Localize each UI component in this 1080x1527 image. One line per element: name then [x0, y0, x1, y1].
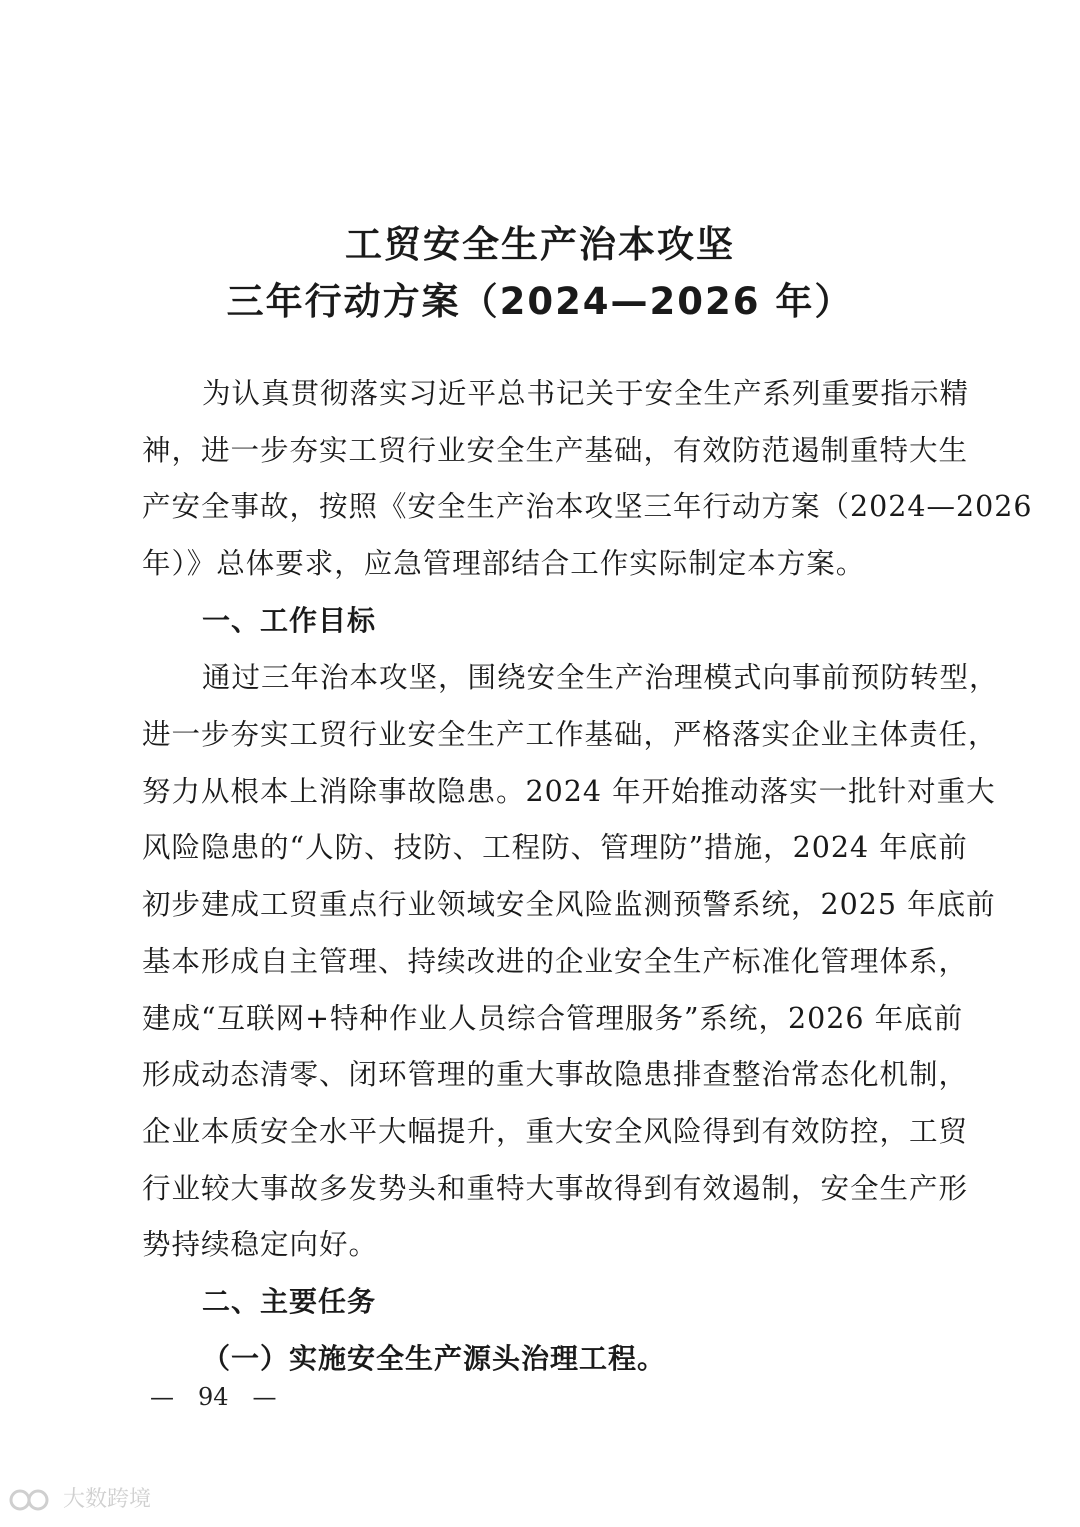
page-number: — 94 —	[150, 1383, 277, 1411]
section-heading-goals: 一、工作目标	[202, 604, 377, 637]
goals-line: 形成动态清零、闭环管理的重大事故隐患排查整治常态化机制，	[142, 1058, 969, 1091]
goals-line: 行业较大事故多发势头和重特大事故得到有效遏制，安全生产形	[142, 1172, 969, 1205]
document-title-line-1: 工贸安全生产治本攻坚	[345, 223, 735, 266]
goals-line: 风险隐患的“人防、技防、工程防、管理防”措施，2024 年底前	[142, 831, 968, 864]
goals-line: 基本形成自主管理、持续改进的企业安全生产标准化管理体系，	[142, 945, 969, 978]
watermark-text: 大数跨境	[63, 1487, 152, 1512]
goals-line: 努力从根本上消除事故隐患。2024 年开始推动落实一批针对重大	[142, 775, 996, 808]
intro-line: 年）》总体要求，应急管理部结合工作实际制定本方案。	[142, 547, 866, 580]
goals-line: 企业本质安全水平大幅提升，重大安全风险得到有效防控，工贸	[142, 1115, 969, 1148]
goals-line: 进一步夯实工贸行业安全生产工作基础，严格落实企业主体责任，	[142, 718, 998, 751]
document-title-line-2: 三年行动方案（2024—2026 年）	[226, 280, 854, 323]
watermark	[8, 1486, 151, 1514]
goals-line: 初步建成工贸重点行业领域安全风险监测预警系统，2025 年底前	[142, 888, 996, 921]
goals-line: 建成“互联网+特种作业人员综合管理服务”系统，2026 年底前	[142, 1002, 964, 1035]
section-heading-tasks: 二、主要任务	[202, 1285, 377, 1318]
goals-line: 通过三年治本攻坚，围绕安全生产治理模式向事前预防转型，	[202, 661, 999, 694]
intro-line: 产安全事故，按照《安全生产治本攻坚三年行动方案（2024—2026	[142, 490, 1033, 523]
intro-line: 神，进一步夯实工贸行业安全生产基础，有效防范遏制重特大生	[142, 434, 969, 467]
intro-line: 为认真贯彻落实习近平总书记关于安全生产系列重要指示精	[202, 377, 970, 410]
watermark-logo-icon	[8, 1487, 56, 1513]
subsection-heading: （一）实施安全生产源头治理工程。	[202, 1342, 667, 1375]
goals-line: 势持续稳定向好。	[142, 1228, 379, 1261]
